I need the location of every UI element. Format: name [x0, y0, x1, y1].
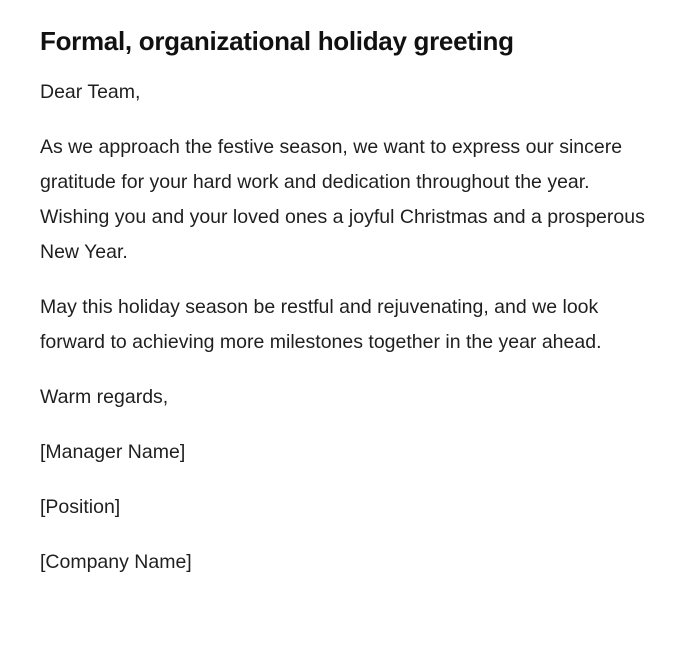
closing-line: Warm regards, — [40, 386, 169, 408]
signature-position: [Position] — [40, 496, 121, 518]
body-paragraph-1: As we approach the festive season, we want to express our sincere gratitude for your hard work and dedication throughout the year. Wishing you and your loved ones a joyful Christmas and a prosperous New Year. — [40, 136, 645, 263]
signature-company: [Company Name] — [40, 551, 192, 573]
signature-name: [Manager Name] — [40, 441, 186, 463]
body-paragraph-2: May this holiday season be restful and rejuvenating, and we look forward to achieving more milestones together in the year ahead. — [40, 296, 602, 353]
salutation: Dear Team, — [40, 81, 141, 103]
signature-block — [40, 435, 660, 580]
document-title: Formal, organizational holiday greeting — [40, 26, 514, 56]
